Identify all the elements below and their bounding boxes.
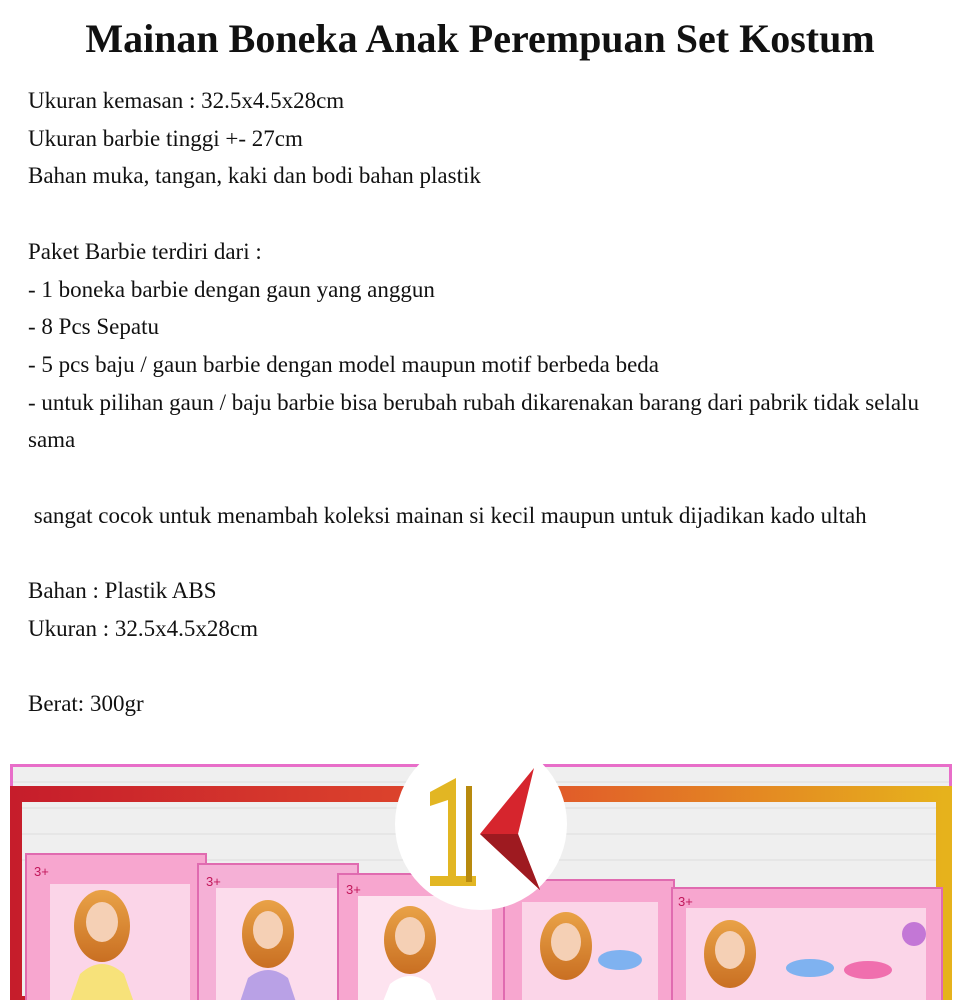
- desc-line: Ukuran kemasan : 32.5x4.5x28cm: [28, 88, 345, 113]
- age-label: 3+: [206, 874, 221, 889]
- desc-line: Ukuran : 32.5x4.5x28cm: [28, 615, 258, 641]
- desc-line: Berat: 300gr: [28, 691, 144, 717]
- desc-line: - 1 boneka barbie dengan gaun yang anggun: [28, 276, 435, 302]
- product-description: [28, 82, 928, 723]
- desc-line: sangat cocok untuk menambah koleksi mainan si kecil maupun untuk dijadikan kado ultah: [28, 502, 867, 528]
- product-title: Mainan Boneka Anak Perempuan Set Kostum: [85, 16, 875, 61]
- desc-line: Ukuran barbie tinggi +- 27cm: [28, 125, 303, 151]
- doll-box: [672, 888, 942, 1000]
- spacer: [28, 648, 928, 686]
- desc-line: Paket Barbie terdiri dari :: [28, 238, 262, 264]
- age-label: 3+: [346, 882, 361, 897]
- doll-box: [504, 880, 674, 1000]
- spacer: [28, 534, 928, 572]
- doll-box: [26, 854, 206, 1000]
- desc-line: - 8 Pcs Sepatu: [28, 314, 159, 340]
- age-label: 3+: [34, 864, 49, 879]
- product-image: [10, 764, 952, 1000]
- age-label: 3+: [678, 894, 693, 909]
- desc-line: - untuk pilihan gaun / baju barbie bisa berubah rubah dikarenakan barang dari pabrik tidak selalu sama: [28, 389, 925, 453]
- desc-line: Bahan muka, tangan, kaki dan bodi bahan plastik: [28, 163, 481, 189]
- spacer: [28, 195, 928, 233]
- desc-line: Bahan : Plastik ABS: [28, 578, 217, 604]
- spacer: [28, 459, 928, 497]
- desc-line: - 5 pcs baju / gaun barbie dengan model maupun motif berbeda beda: [28, 351, 660, 377]
- doll-box: [198, 864, 358, 1000]
